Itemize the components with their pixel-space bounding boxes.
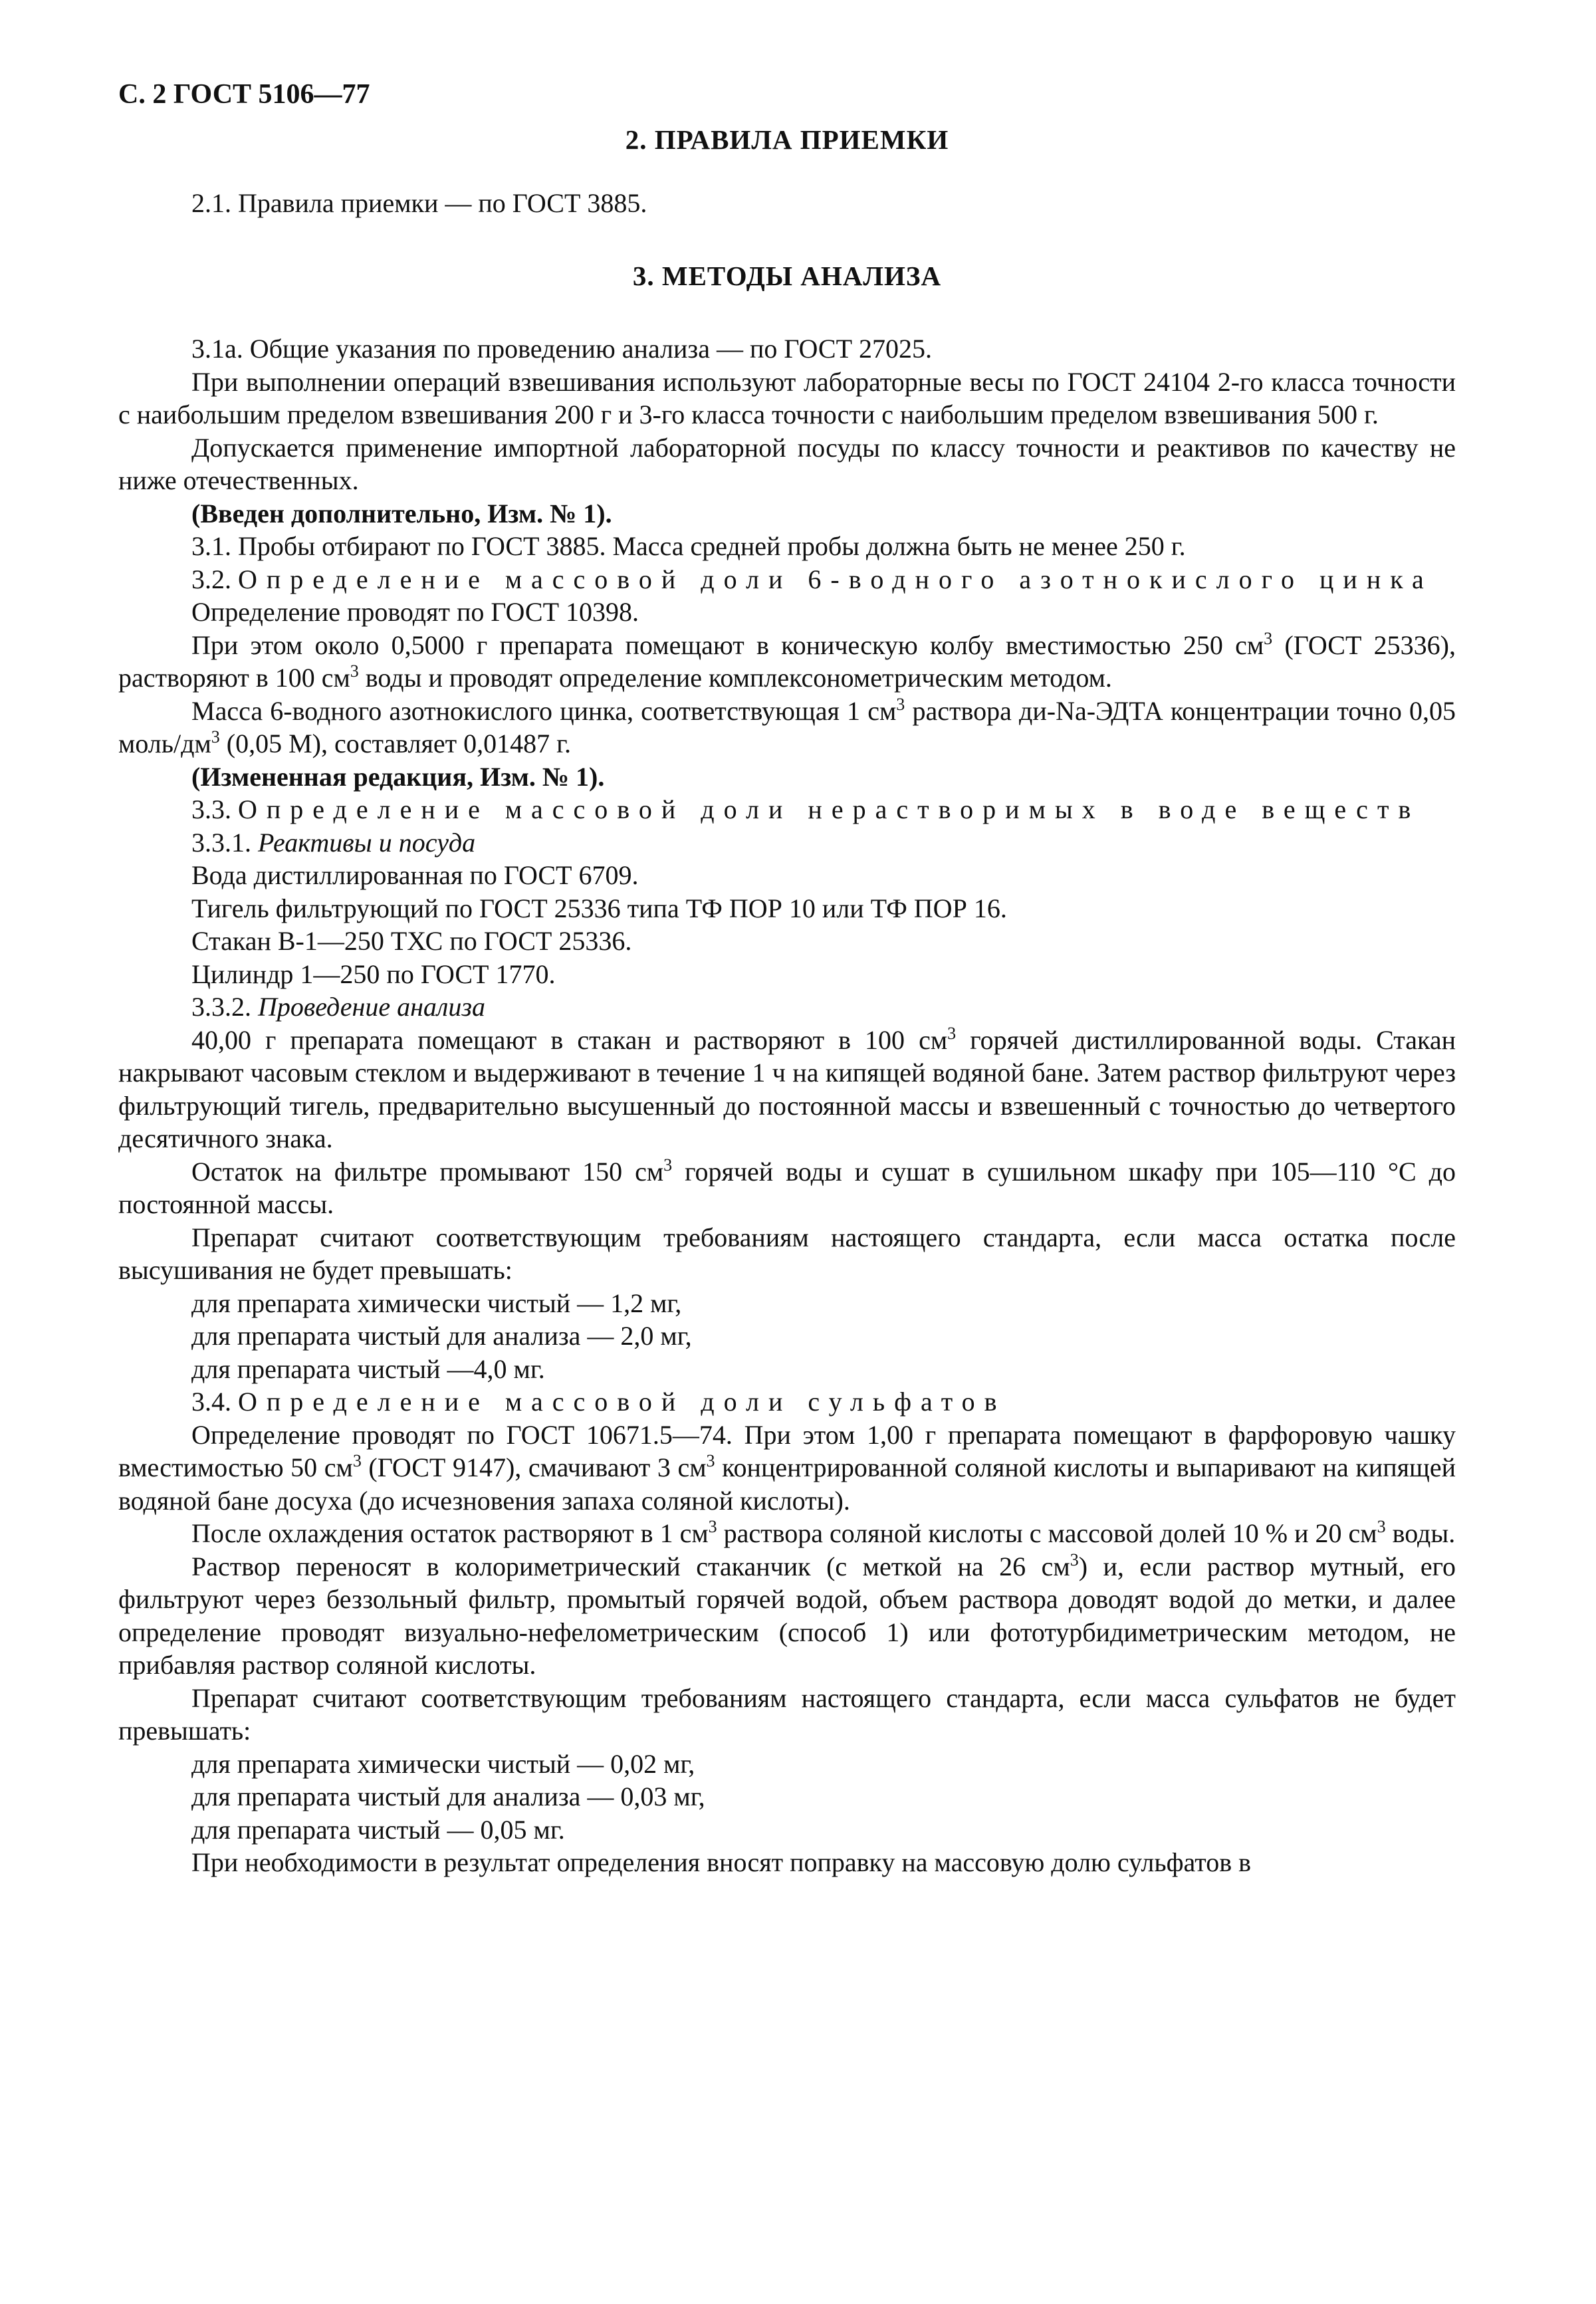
clause-3-3-heading [118,793,1456,826]
clause-3-2-heading [118,563,1456,596]
clause-3-3-2-rinse [118,1155,1456,1221]
amendment-note-added: (Введен дополнительно, Изм. № 1). [191,498,612,528]
page-header: С. 2 ГОСТ 5106—77 [118,79,370,110]
text-fragment: (ГОСТ 25336), растворяют в 100 см [118,630,1456,693]
paragraph-weighing: При выполнении операций взвешивания используют лабораторные весы по ГОСТ 24104 2-го класса точности с наибольшим пределом взвешивания 200 г и 3-го класса точности с наибольшим пределом взвешивания 500 г. [118,366,1456,429]
reagent-item: Цилиндр 1—250 по ГОСТ 1770. [191,959,556,989]
clause-3-1a: 3.1а. Общие указания по проведению анализа — по ГОСТ 27025. [191,334,933,364]
section-3-title: 3. МЕТОДЫ АНАЛИЗА [632,260,942,291]
text-fragment: После охлаждения остаток растворяют в 1 см [191,1518,709,1548]
text-fragment: раствора соляной кислоты с массовой долей 10 % и 20 см [717,1518,1377,1548]
clause-3-3-2-procedure [118,1024,1456,1155]
text-fragment: Остаток на фильтре промывают 150 см [191,1156,664,1187]
superscript: 3 [211,727,220,747]
clause-2-1: 2.1. Правила приемки — по ГОСТ 3885. [191,188,647,218]
clause-3-4-transfer [118,1550,1456,1682]
text-fragment: горячей воды и сушат в сушильном шкафу при 105—110 °С до постоянной массы. [118,1156,1456,1219]
text-fragment: воды и проводят определение комплексонометрическим методом. [358,663,1112,693]
limit-item: для препарата чистый —4,0 мг. [191,1353,545,1384]
text-fragment: При этом около 0,5000 г препарата помещают в коническую колбу вместимостью 250 см [191,630,1264,660]
superscript: 3 [1264,628,1273,648]
superscript: 3 [352,1451,362,1470]
clause-3-3-number: 3.3. [191,794,231,824]
text-fragment: воды. [1385,1518,1456,1548]
reagent-item: Вода дистиллированная по ГОСТ 6709. [191,860,639,890]
text-fragment: ) и, если раствор мутный, его фильтруют через беззольный фильтр, промытый горячей водой, объем раствора доводят водой до метки, и далее определение проводят визуально-нефелометрическим (способ 1) или фототурбидиметрическим методом, не прибавляя раствор соляной кислоты. [118,1551,1456,1680]
text-fragment: концентрированной соляной кислоты и выпаривают на кипящей водяной бане досуха (до исчезновения запаха соляной кислоты). [118,1452,1456,1516]
clause-3-3-2-title: Проведение анализа [258,992,485,1022]
clause-3-2-title: Определение массовой доли 6-водного азотнокислого цинка [238,564,1433,594]
section-2-title: 2. ПРАВИЛА ПРИЕМКИ [625,124,949,155]
superscript: 3 [708,1517,717,1536]
limit-item: для препарата химически чистый — 0,02 мг, [191,1748,695,1779]
clause-3-1: 3.1. Пробы отбирают по ГОСТ 3885. Масса средней пробы должна быть не менее 250 г. [191,531,1186,561]
clause-3-4-procedure [118,1419,1456,1518]
text-fragment: Масса 6-водного азотнокислого цинка, соответствующая 1 см [191,695,897,726]
clause-3-2-number: 3.2. [191,564,231,594]
clause-3-3-1-title: Реактивы и посуда [258,827,476,858]
text-fragment: Определение проводят по ГОСТ 10671.5—74. При этом 1,00 г препарата помещают в фарфоровую чашку вместимостью 50 см [118,1419,1456,1482]
reagent-item: Стакан В-1—250 ТХС по ГОСТ 25336. [191,926,632,956]
superscript: 3 [663,1155,673,1175]
paragraph-import: Допускается применение импортной лабораторной посуды по классу точности и реактивов по качеству не ниже отечественных. [118,432,1456,495]
reagent-item: Тигель фильтрующий по ГОСТ 25336 типа ТФ ПОР 10 или ТФ ПОР 16. [191,893,1007,923]
clause-3-4-heading [118,1385,1456,1419]
limit-item: для препарата чистый для анализа — 0,03 мг, [191,1782,705,1811]
limit-item: для препарата химически чистый — 1,2 мг, [191,1288,682,1318]
clause-3-3-2-heading [118,990,1456,1024]
text-fragment: (0,05 М), составляет 0,01487 г. [219,729,572,758]
text-fragment: 40,00 г препарата помещают в стакан и растворяют в 100 см [191,1024,948,1055]
clause-3-2-method: Определение проводят по ГОСТ 10398. [191,597,639,627]
superscript: 3 [706,1451,715,1470]
clause-3-2-procedure [118,629,1456,695]
superscript: 3 [947,1023,957,1043]
text-fragment: горячей дистиллированной воды. Стакан накрывают часовым стеклом и выдерживают в течение 1 ч на кипящей водяной бане. Затем раствор фильтруют через фильтрующий тигель, предварительно высушенный до постоянной массы и взвешенный с точностью до четвертого десятичного знака. [118,1024,1456,1153]
limit-item: для препарата чистый для анализа — 2,0 мг, [191,1321,692,1351]
clause-3-4-title: Определение массовой доли сульфатов [238,1387,1006,1417]
limit-item: для препарата чистый — 0,05 мг. [191,1814,565,1845]
text-fragment: раствора ди-Na-ЭДТА концентрации точно 0,05 моль/дм [118,695,1456,758]
clause-3-2-mass [118,695,1456,760]
clause-3-4-dissolve [118,1517,1456,1550]
clause-3-3-title: Определение массовой доли нерастворимых в воде веществ [238,794,1421,824]
superscript: 3 [896,694,905,714]
text-fragment: (ГОСТ 9147), смачивают 3 см [361,1452,707,1482]
document-page [118,78,1456,1879]
clause-3-3-1-number: 3.3.1. [191,827,251,858]
amendment-note-changed: (Измененная редакция, Изм. № 1). [191,761,605,792]
superscript: 3 [350,661,359,681]
clause-3-3-2-number: 3.3.2. [191,992,251,1022]
clause-3-4-number: 3.4. [191,1387,231,1417]
clause-3-3-1-heading [118,826,1456,860]
clause-3-3-2-criterion: Препарат считают соответствующим требованиям настоящего стандарта, если масса остатка после высушивания не будет превышать: [118,1222,1456,1285]
superscript: 3 [1377,1517,1386,1536]
clause-3-4-criterion: Препарат считают соответствующим требованиям настоящего стандарта, если масса сульфатов не будет превышать: [118,1682,1456,1746]
text-fragment: Раствор переносят в колориметрический стаканчик (с меткой на 26 см [191,1551,1070,1581]
clause-3-4-correction: При необходимости в результат определения вносят поправку на массовую долю сульфатов в [191,1847,1251,1877]
superscript: 3 [1070,1550,1079,1569]
